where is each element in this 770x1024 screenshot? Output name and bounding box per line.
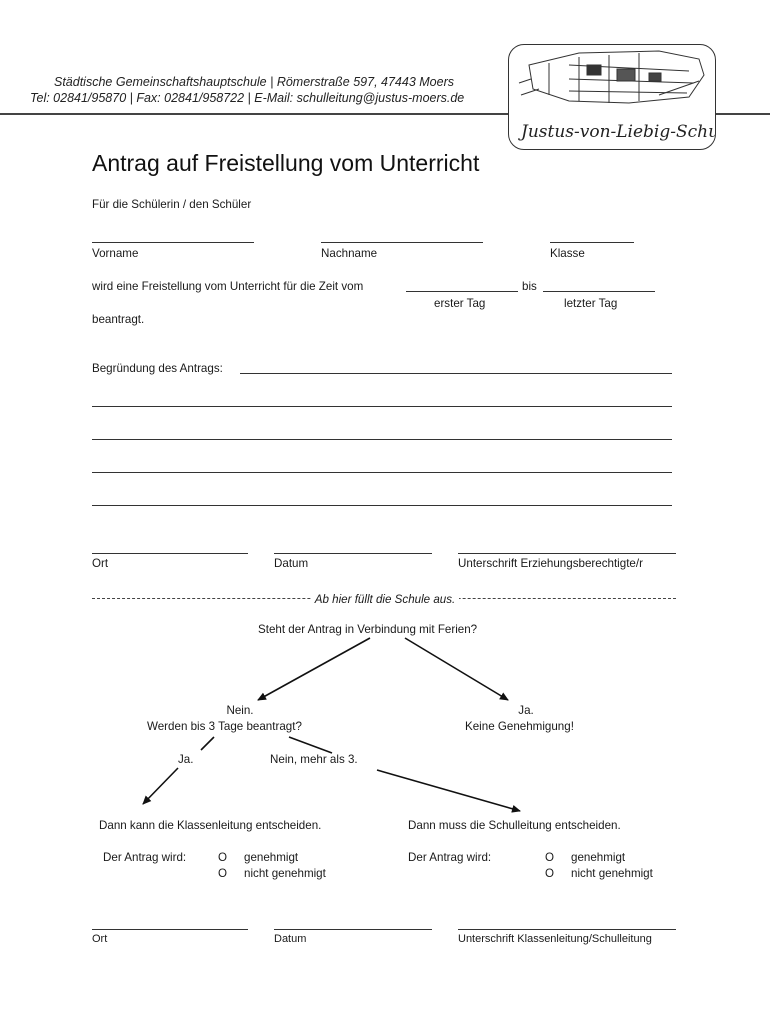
first-day-label: erster Tag (434, 297, 486, 310)
klasse-field[interactable] (550, 242, 634, 243)
left-approved-label: genehmigt (244, 851, 299, 864)
arrow-to-schulleitung (377, 770, 520, 811)
left-decision-label: Der Antrag wird: (103, 851, 187, 864)
flow-ja-right: Ja. (518, 704, 534, 717)
flow-ja-left: Ja. (178, 753, 194, 766)
line-to-ja-left (201, 737, 214, 750)
line-to-nein-mehr (289, 737, 332, 753)
schulleitung-text: Dann muss die Schulleitung entscheiden. (408, 819, 621, 832)
nachname-field[interactable] (321, 242, 483, 243)
nachname-label: Nachname (321, 247, 378, 260)
reason-line-2[interactable] (92, 406, 672, 407)
logo-text: Justus-von-Liebig-Schule (521, 122, 715, 142)
school-section-label: Ab hier füllt die Schule aus. (311, 593, 460, 606)
first-day-field[interactable] (406, 291, 518, 292)
ort-label-1: Ort (92, 557, 109, 570)
period-text: wird eine Freistellung vom Unterricht für die Zeit vom (92, 280, 364, 293)
header-rule (0, 113, 510, 115)
beantragt-text: beantragt. (92, 313, 145, 326)
school-contact: Tel: 02841/95870 | Fax: 02841/958722 | E-Mail: schulleitung@justus-moers.de (30, 91, 465, 105)
klasse-label: Klasse (550, 247, 585, 260)
datum-field-2[interactable] (274, 929, 432, 930)
flow-nein: Nein. (226, 704, 254, 717)
bis-label: bis (522, 280, 537, 293)
school-building-drawing (509, 45, 715, 149)
page-title: Antrag auf Freistellung vom Unterricht (92, 150, 480, 176)
right-not-approved-label: nicht genehmigt (571, 867, 653, 880)
vorname-label: Vorname (92, 247, 139, 260)
right-approved-label: genehmigt (571, 851, 626, 864)
ort-field-2[interactable] (92, 929, 248, 930)
signature-field-1[interactable] (458, 553, 676, 554)
reason-line-4[interactable] (92, 472, 672, 473)
signature-label-1: Unterschrift Erziehungsberechtigte/r (458, 557, 643, 570)
left-not-approved-radio[interactable]: O (218, 867, 228, 880)
right-approved-option[interactable] (545, 851, 625, 864)
datum-label-2: Datum (274, 933, 307, 945)
klassenleitung-text: Dann kann die Klassenleitung entscheiden. (99, 819, 322, 832)
student-intro: Für die Schülerin / den Schüler (92, 198, 252, 211)
header-rule-right (714, 113, 770, 115)
left-approved-radio[interactable]: O (218, 851, 228, 864)
right-approved-radio[interactable]: O (545, 851, 555, 864)
left-approved-option[interactable] (218, 851, 298, 864)
left-not-approved-label: nicht genehmigt (244, 867, 326, 880)
flow-nein-mehr: Nein, mehr als 3. (270, 753, 358, 766)
right-decision-label: Der Antrag wird: (408, 851, 492, 864)
right-not-approved-radio[interactable]: O (545, 867, 555, 880)
flow-question: Steht der Antrag in Verbindung mit Ferien? (258, 623, 478, 636)
reason-line-3[interactable] (92, 439, 672, 440)
last-day-label: letzter Tag (564, 297, 618, 310)
flow-nein-question: Werden bis 3 Tage beantragt? (147, 720, 302, 733)
reason-line-5[interactable] (92, 505, 672, 506)
arrow-to-ja (405, 638, 508, 700)
vorname-field[interactable] (92, 242, 254, 243)
arrow-to-klassenleitung (143, 768, 178, 804)
ort-label-2: Ort (92, 933, 108, 945)
reason-line-1[interactable] (240, 373, 672, 374)
datum-field-1[interactable] (274, 553, 432, 554)
right-not-approved-option[interactable] (545, 867, 653, 880)
ort-field-1[interactable] (92, 553, 248, 554)
left-not-approved-option[interactable] (218, 867, 326, 880)
reason-label: Begründung des Antrags: (92, 362, 223, 375)
last-day-field[interactable] (543, 291, 655, 292)
datum-label-1: Datum (274, 557, 309, 570)
flow-keine-genehmigung: Keine Genehmigung! (465, 720, 574, 733)
signature-field-2[interactable] (458, 929, 676, 930)
signature-label-2: Unterschrift Klassenleitung/Schulleitung (458, 933, 652, 945)
arrow-to-nein (258, 638, 370, 700)
school-address: Städtische Gemeinschaftshauptschule | Römerstraße 597, 47443 Moers (54, 75, 454, 89)
school-logo (508, 44, 716, 150)
